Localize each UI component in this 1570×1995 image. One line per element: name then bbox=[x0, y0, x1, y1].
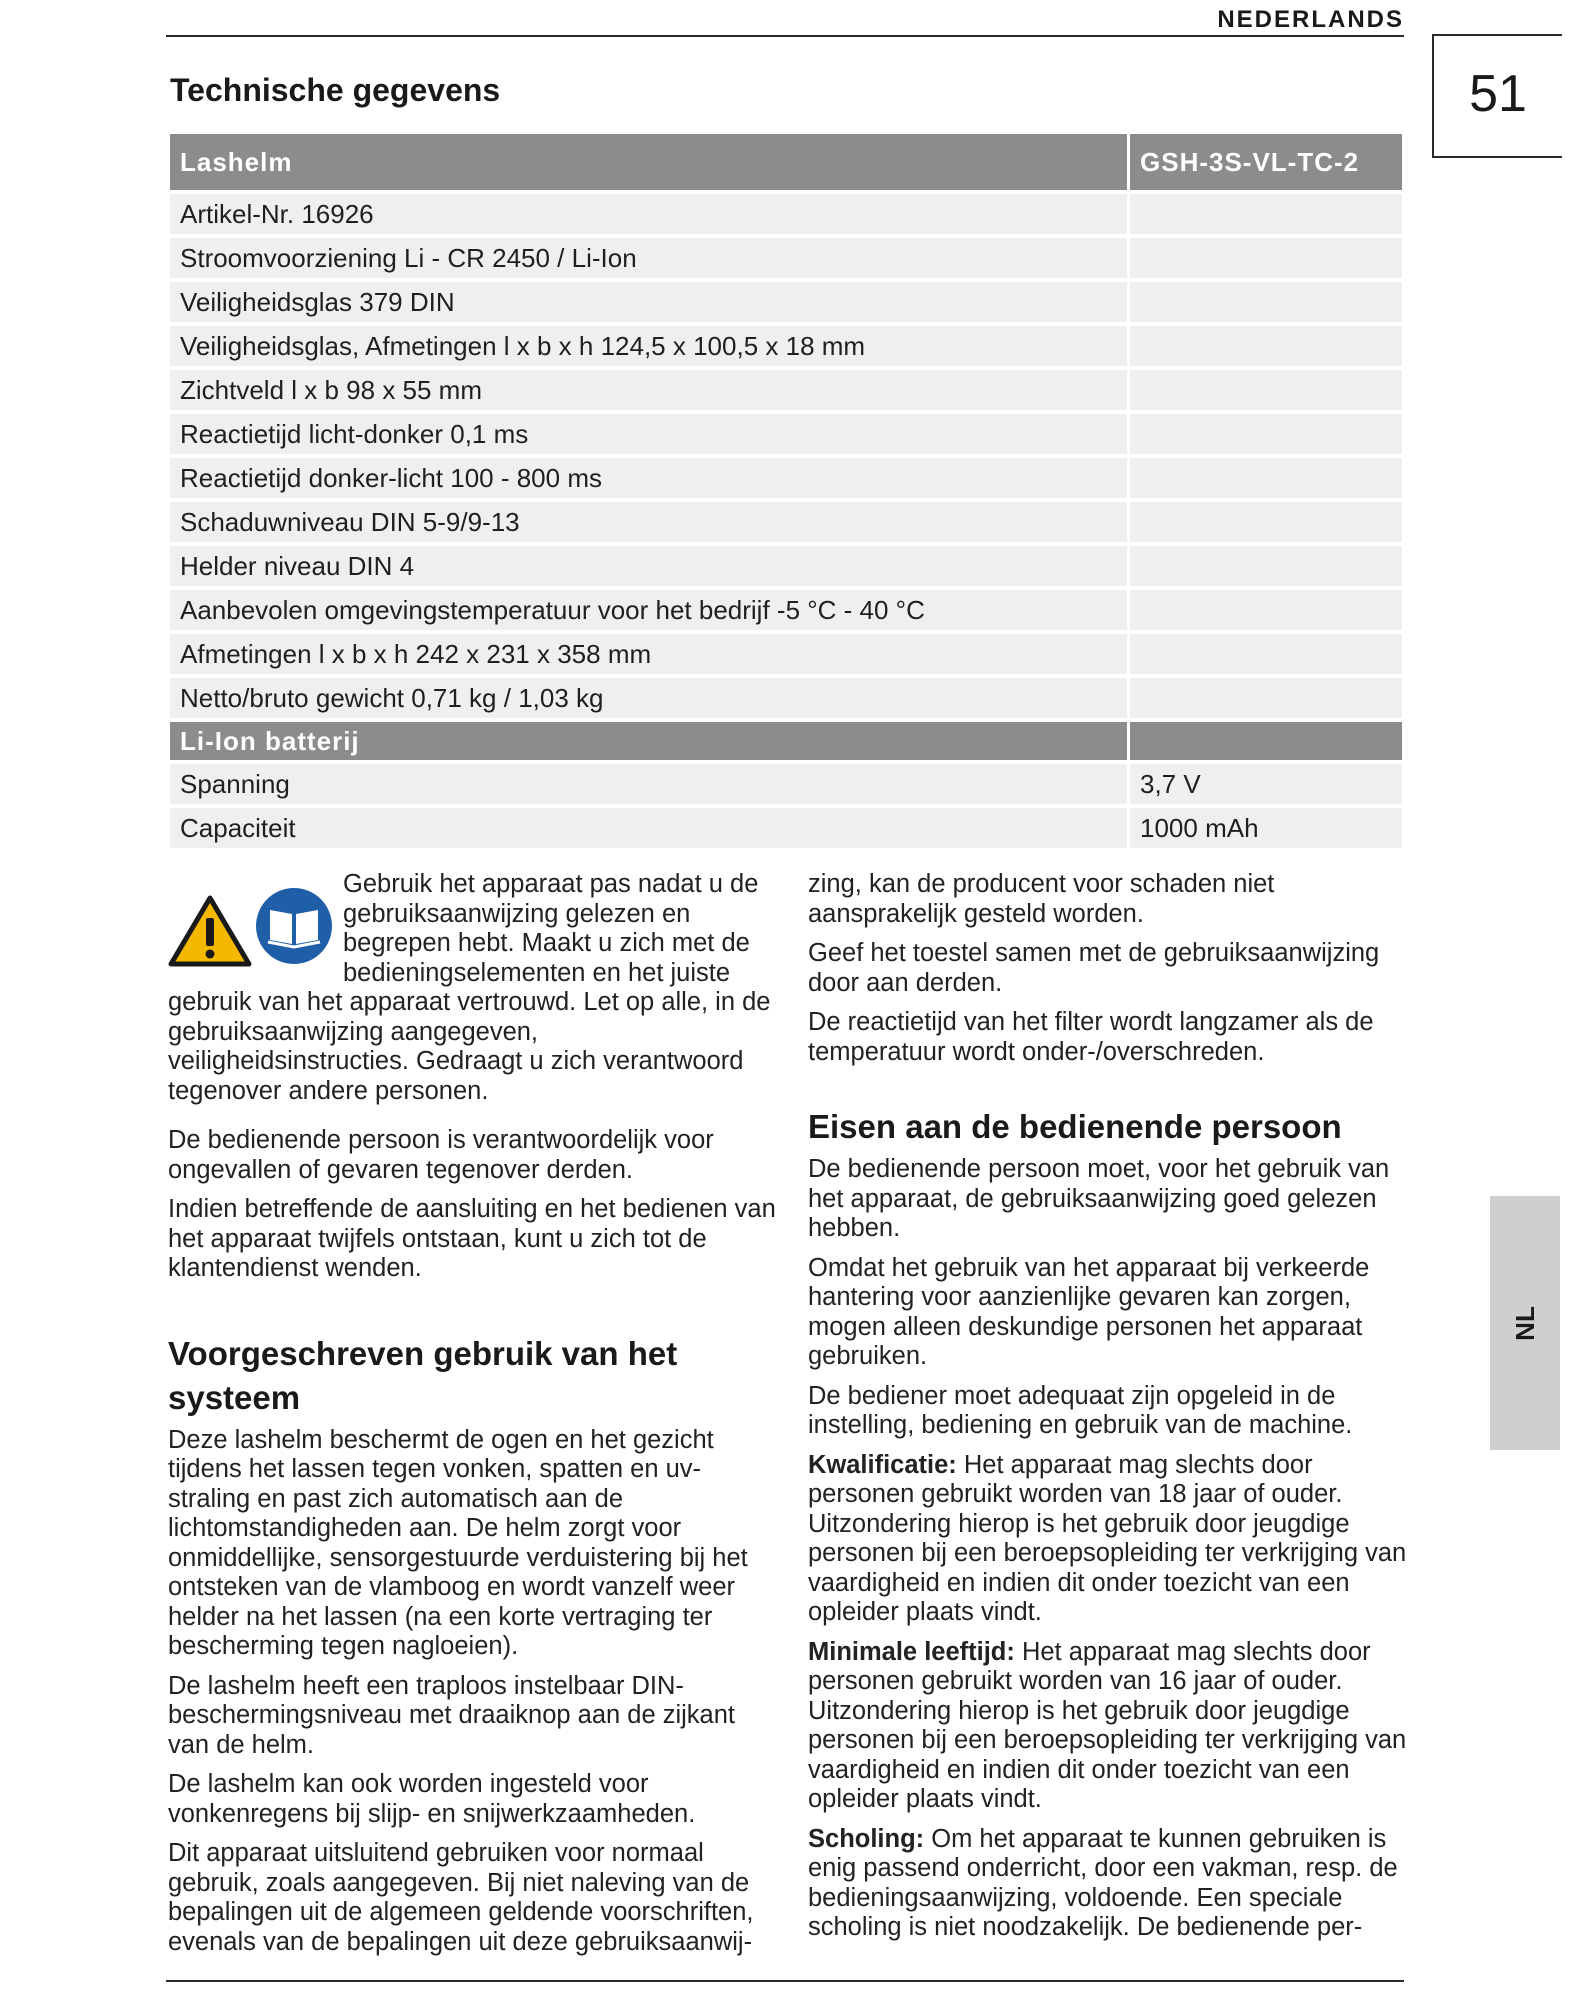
qualification-text: Het apparaat mag slechts door personen gebruikt worden van 18 jaar of ouder. Uitzondering hierop is het gebruik door jeugdige personen bij een beroepsopleiding ter verkrijging van vaardigheid en indien dit onder toezicht van een opleider plaats vindt. bbox=[808, 1450, 1407, 1626]
operator-requirements-heading: Eisen aan de bedienende persoon bbox=[808, 1108, 1342, 1145]
spec-label: Schaduwniveau DIN 5-9/9-13 bbox=[170, 502, 1127, 542]
safety-notice bbox=[168, 870, 780, 1116]
warning-icon bbox=[168, 894, 252, 968]
minimum-age-paragraph bbox=[808, 1638, 1408, 1815]
spec-label: Afmetingen l x b x h 242 x 231 x 358 mm bbox=[170, 634, 1127, 674]
spec-label: Helder niveau DIN 4 bbox=[170, 546, 1127, 586]
qualification-paragraph bbox=[808, 1451, 1408, 1628]
intended-use-heading: Voorgeschreven gebruik van het systeem bbox=[168, 1334, 678, 1416]
spec-value bbox=[1127, 414, 1402, 454]
spec-label: Veiligheidsglas, Afmetingen l x b x h 124,5 x 100,5 x 18 mm bbox=[170, 326, 1127, 366]
language-side-tab bbox=[1490, 1196, 1560, 1450]
table-row bbox=[170, 194, 1402, 234]
spec-label: Reactietijd licht-donker 0,1 ms bbox=[170, 414, 1127, 454]
normal-use-paragraph: Dit apparaat uitsluitend gebruiken voor normaal gebruik, zoals aangegeven. Bij niet naleving van de bepalingen uit de algemeen geldende voorschriften, evenals van de bepalingen uit deze gebruiksaanwij- bbox=[168, 1839, 754, 1956]
table-row bbox=[170, 590, 1402, 630]
spec-value bbox=[1127, 282, 1402, 322]
spec-label: Aanbevolen omgevingstemperatuur voor het bedrijf -5 °C - 40 °C bbox=[170, 590, 1127, 630]
schooling-label: Scholing: bbox=[808, 1824, 925, 1853]
spec-label: Reactietijd donker-licht 100 - 800 ms bbox=[170, 458, 1127, 498]
spec-value bbox=[1127, 634, 1402, 674]
minimum-age-text: Het apparaat mag slechts door personen gebruikt worden van 16 jaar of ouder. Uitzondering hierop is het gebruik door jeugdige personen bij een beroepsopleiding ter verkrijging van vaardigheid en indien dit onder toezicht van een opleider plaats vindt. bbox=[808, 1637, 1407, 1813]
support-paragraph: Indien betreffende de aansluiting en het bedienen van het apparaat twijfels ontstaan, kunt u zich tot de klantendienst wenden. bbox=[168, 1195, 776, 1282]
table-row bbox=[170, 764, 1402, 804]
minimum-age-label: Minimale leeftijd: bbox=[808, 1637, 1015, 1666]
right-column bbox=[808, 870, 1408, 1953]
spec-label: Zichtveld l x b 98 x 55 mm bbox=[170, 370, 1127, 410]
side-tab-label: NL bbox=[1509, 1305, 1540, 1341]
spec-value: 3,7 V bbox=[1127, 764, 1402, 804]
table-row bbox=[170, 326, 1402, 366]
table-row bbox=[170, 502, 1402, 542]
table-row bbox=[170, 370, 1402, 410]
safety-icons bbox=[168, 882, 343, 972]
table-row bbox=[170, 546, 1402, 586]
spec-label: Spanning bbox=[170, 764, 1127, 804]
spec-label: Veiligheidsglas 379 DIN bbox=[170, 282, 1127, 322]
training-paragraph: De bediener moet adequaat zijn opgeleid in de instelling, bediening en gebruik van de machine. bbox=[808, 1381, 1353, 1439]
spec-value: 1000 mAh bbox=[1127, 808, 1402, 848]
spec-value bbox=[1127, 678, 1402, 718]
page-number: 51 bbox=[1469, 65, 1527, 123]
spec-table bbox=[170, 130, 1402, 852]
spec-value bbox=[1127, 194, 1402, 234]
operator-read-paragraph: De bedienende persoon moet, voor het gebruik van het apparaat, de gebruiksaanwijzing goed gelezen hebben. bbox=[808, 1155, 1390, 1242]
spec-label: Capaciteit bbox=[170, 808, 1127, 848]
responsibility-paragraph: De bedienende persoon is verantwoordelijk voor ongevallen of gevaren tegenover derden. bbox=[168, 1126, 714, 1184]
battery-subheader-label: Li-Ion batterij bbox=[170, 722, 1127, 760]
table-row bbox=[170, 678, 1402, 718]
spec-value bbox=[1127, 370, 1402, 410]
grinding-paragraph: De lashelm kan ook worden ingesteld voor vonkenregens bij slijp- en snijwerkzaamheden. bbox=[168, 1770, 696, 1828]
schooling-text: Om het apparaat te kunnen gebruiken is enig passend onderricht, door een vakman, resp. de bedieningsaanwijzing, voldoende. Een speciale scholing is niet noodzakelijk. De bedienende per- bbox=[808, 1824, 1398, 1941]
table-row bbox=[170, 634, 1402, 674]
schooling-paragraph bbox=[808, 1825, 1408, 1943]
handover-paragraph: Geef het toestel samen met de gebruiksaanwijzing door aan derden. bbox=[808, 939, 1380, 997]
spec-header-model: GSH-3S-VL-TC-2 bbox=[1127, 134, 1402, 190]
table-row bbox=[170, 238, 1402, 278]
din-level-paragraph: De lashelm heeft een traploos instelbaar DIN-beschermingsniveau met draaiknop aan de zijkant van de helm. bbox=[168, 1671, 736, 1759]
battery-subheader bbox=[170, 722, 1402, 760]
spec-header-label: Lashelm bbox=[170, 134, 1127, 190]
intro-paragraph: Gebruik het apparaat pas nadat u de gebruiksaanwijzing gelezen en begrepen hebt. Maakt u zich met de bedieningselementen en het juiste gebruik van het apparaat vertrouwd. Let op alle, in de gebruiksaanwijzing aangegeven, veiligheidsinstructies. Gedraagt u zich verantwoord tegenover andere personen. bbox=[168, 870, 771, 1105]
top-rule bbox=[166, 35, 1404, 37]
manual-icon bbox=[254, 886, 334, 966]
reaction-time-paragraph: De reactietijd van het filter wordt langzamer als de temperatuur wordt onder-/overschreden. bbox=[808, 1008, 1374, 1066]
battery-subheader-blank bbox=[1127, 722, 1402, 760]
table-row bbox=[170, 414, 1402, 454]
expert-operators-paragraph: Omdat het gebruik van het apparaat bij verkeerde hantering voor aanzienlijke gevaren kan zorgen, mogen alleen deskundige personen het apparaat gebruiken. bbox=[808, 1253, 1370, 1370]
section-title: Technische gegevens bbox=[170, 72, 501, 108]
spec-table-header bbox=[170, 134, 1402, 190]
spec-value bbox=[1127, 458, 1402, 498]
spec-value bbox=[1127, 326, 1402, 366]
spec-label: Netto/bruto gewicht 0,71 kg / 1,03 kg bbox=[170, 678, 1127, 718]
spec-label: Artikel-Nr. 16926 bbox=[170, 194, 1127, 234]
page-number-box bbox=[1432, 34, 1562, 158]
bottom-rule bbox=[166, 1980, 1404, 1982]
table-row bbox=[170, 282, 1402, 322]
table-row bbox=[170, 808, 1402, 848]
left-column bbox=[168, 870, 780, 1967]
intended-use-paragraph: Deze lashelm beschermt de ogen en het gezicht tijdens het lassen tegen vonken, spatten en uv-straling en past zich automatisch aan de lichtomstandigheden aan. De helm zorgt voor onmiddellijke, sensorgestuurde verduistering bij het ontsteken van de vlamboog en wordt vanzelf weer helder na het lassen (na een korte vertraging ter bescherming tegen nagloeien). bbox=[168, 1425, 748, 1660]
qualification-label: Kwalificatie: bbox=[808, 1450, 957, 1479]
spec-value bbox=[1127, 502, 1402, 542]
liability-paragraph: zing, kan de producent voor schaden niet aansprakelijk gesteld worden. bbox=[808, 870, 1275, 928]
table-row bbox=[170, 458, 1402, 498]
language-header: NEDERLANDS bbox=[1217, 6, 1404, 33]
spec-label: Stroomvoorziening Li - CR 2450 / Li-Ion bbox=[170, 238, 1127, 278]
spec-value bbox=[1127, 590, 1402, 630]
spec-value bbox=[1127, 238, 1402, 278]
spec-value bbox=[1127, 546, 1402, 586]
